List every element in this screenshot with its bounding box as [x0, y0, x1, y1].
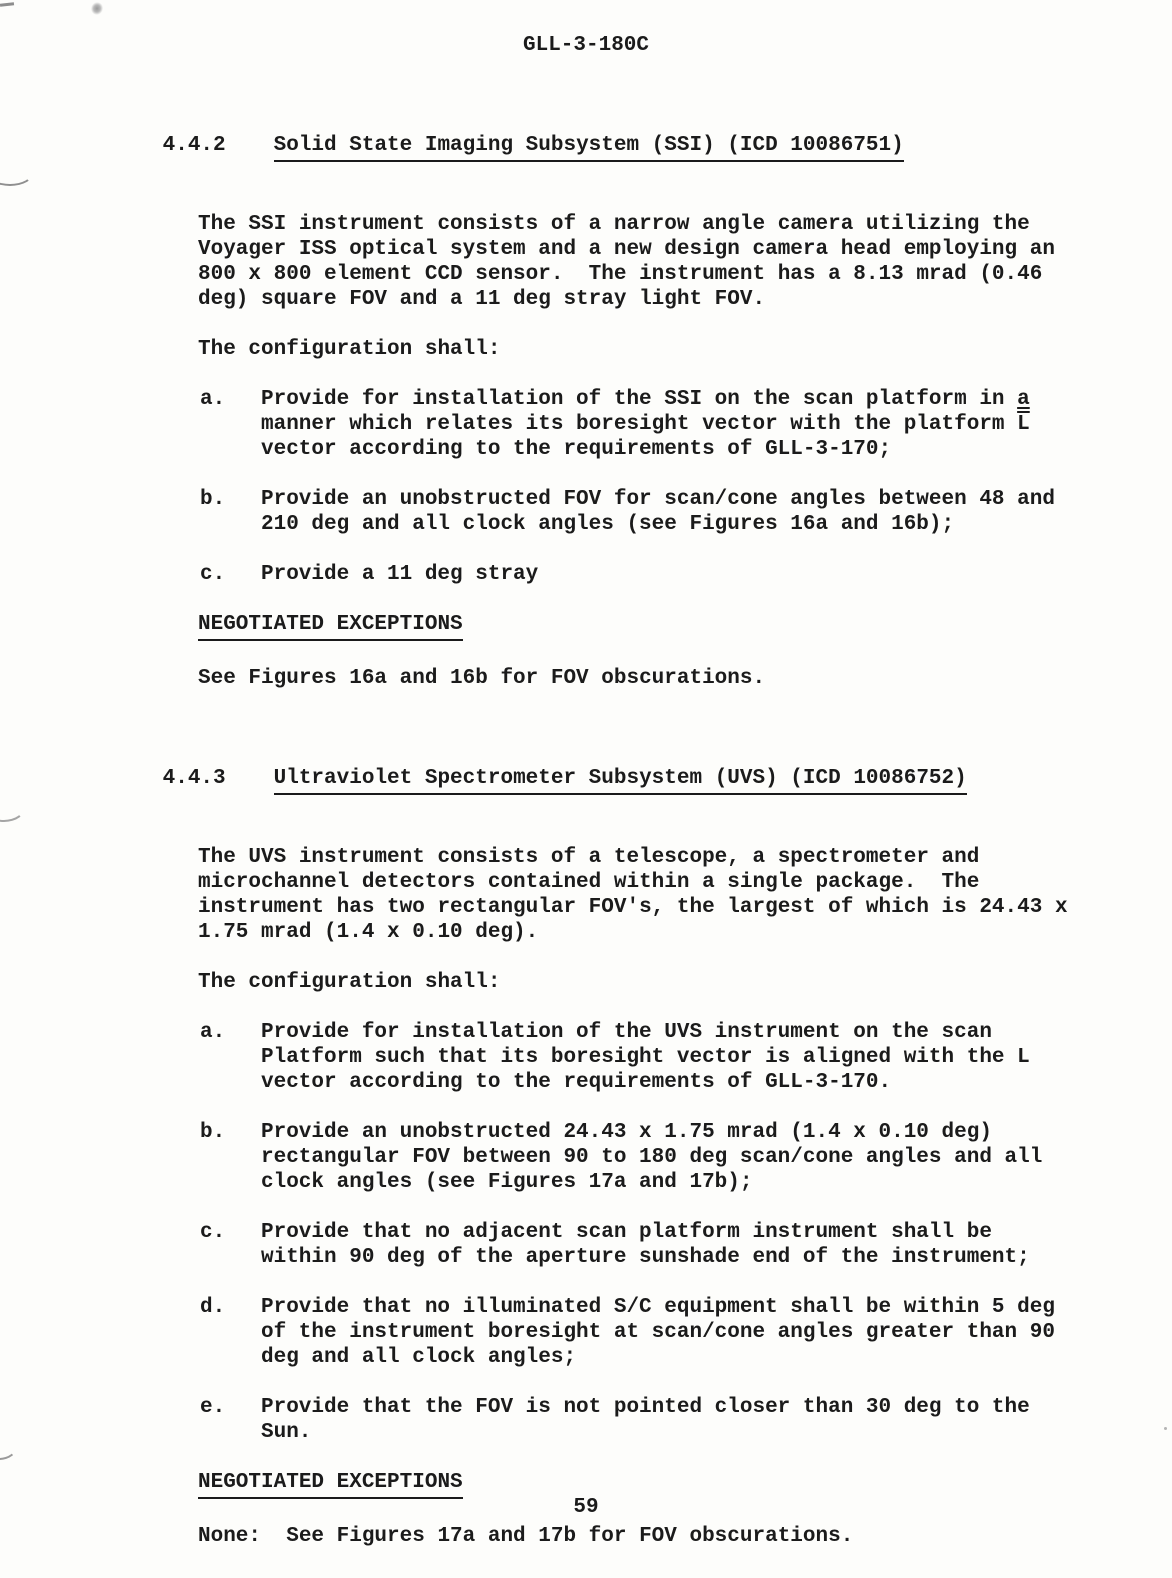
- list-item-text: [261, 562, 1172, 587]
- list-item-text: [261, 1220, 1172, 1270]
- list-marker: b.: [200, 1121, 226, 1144]
- list-item-b: [200, 1120, 1172, 1195]
- list-item-line: Provide that no adjacent scan platform instrument shall be: [261, 1221, 992, 1244]
- section-title: Solid State Imaging Subsystem (SSI) (ICD 10086751): [274, 133, 904, 162]
- list-item-line: vector according to the requirements of GLL-3-170;: [261, 438, 892, 461]
- paragraph-line: Voyager ISS optical system and a new design camera head employing an: [198, 238, 1055, 261]
- list-item-line: Provide an unobstructed 24.43 x 1.75 mrad (1.4 x 0.10 deg): [261, 1121, 992, 1144]
- configuration-label: The configuration shall:: [198, 338, 501, 361]
- list-item-line: [261, 412, 1172, 437]
- list-item-e: [200, 1395, 1172, 1445]
- list-item-d: [200, 1295, 1172, 1370]
- line-text: Provide for installation of the SSI on the scan platform in: [261, 388, 1018, 411]
- list-marker: b.: [200, 488, 226, 511]
- list-item-line: [261, 387, 1172, 412]
- configuration-label: The configuration shall:: [198, 971, 501, 994]
- list-marker: c.: [200, 563, 226, 586]
- list-item-line: Provide that no illuminated S/C equipment shall be within 5 deg: [261, 1296, 1055, 1319]
- list-item-line: Platform such that its boresight vector is aligned with the L: [261, 1046, 1030, 1069]
- section-intro-paragraph: [198, 212, 1172, 312]
- list-marker: a.: [200, 388, 226, 411]
- section-number: 4.4.3: [162, 767, 226, 790]
- paragraph-line: The SSI instrument consists of a narrow angle camera utilizing the: [198, 213, 1030, 236]
- line-text: manner which relates its boresight vector with the platform: [261, 413, 1018, 436]
- section-title: Ultraviolet Spectrometer Subsystem (UVS) (ICD 10086752): [274, 766, 967, 795]
- list-item-line: Sun.: [261, 1421, 312, 1444]
- negotiated-exceptions-block: [0, 587, 1172, 641]
- list-item-c: [200, 562, 1172, 587]
- list-item-line: Provide a 11 deg stray: [261, 563, 539, 586]
- list-item-text: [261, 1295, 1172, 1370]
- list-item-text: [261, 1020, 1172, 1095]
- list-item-line: deg and all clock angles;: [261, 1346, 577, 1369]
- list-item-a: [200, 387, 1172, 462]
- list-item-text: [261, 487, 1172, 537]
- section-number: 4.4.2: [162, 134, 226, 157]
- section-4-4-3: [0, 741, 1172, 1549]
- paragraph-line: 800 x 800 element CCD sensor. The instrument has a 8.13 mrad (0.46: [198, 263, 1043, 286]
- page-number: 59: [573, 1496, 599, 1519]
- list-marker: d.: [200, 1296, 226, 1319]
- paragraph-line: The UVS instrument consists of a telescope, a spectrometer and: [198, 846, 980, 869]
- underlined-vector-a: a: [1017, 388, 1030, 411]
- paragraph-line: microchannel detectors contained within a single package. The: [198, 871, 980, 894]
- paragraph-line: instrument has two rectangular FOV's, the largest of which is 24.43 x: [198, 896, 1068, 919]
- negotiated-exceptions-heading: NEGOTIATED EXCEPTIONS: [198, 1470, 463, 1499]
- section-heading: [87, 108, 1172, 187]
- negotiated-exceptions-block: [0, 1445, 1172, 1499]
- list-item-line: Provide an unobstructed FOV for scan/cone angles between 48 and: [261, 488, 1055, 511]
- list-item-a: [200, 1020, 1172, 1095]
- list-item-line: clock angles (see Figures 17a and 17b);: [261, 1171, 753, 1194]
- paragraph-line: deg) square FOV and a 11 deg stray light FOV.: [198, 288, 766, 311]
- list-marker: e.: [200, 1396, 226, 1419]
- negotiated-exceptions-heading: NEGOTIATED EXCEPTIONS: [198, 612, 463, 641]
- list-item-b: [200, 487, 1172, 537]
- exceptions-note: None: See Figures 17a and 17b for FOV obscurations.: [198, 1525, 854, 1548]
- section-4-4-2: [0, 108, 1172, 691]
- list-marker: a.: [200, 1021, 226, 1044]
- list-item-line: of the instrument boresight at scan/cone angles greater than 90: [261, 1321, 1055, 1344]
- list-item-line: rectangular FOV between 90 to 180 deg scan/cone angles and all: [261, 1146, 1043, 1169]
- list-item-line: vector according to the requirements of GLL-3-170.: [261, 1071, 892, 1094]
- section-heading: [87, 741, 1172, 820]
- list-item-text: [261, 1120, 1172, 1195]
- list-item-text: [261, 387, 1172, 462]
- list-item-line: Provide that the FOV is not pointed closer than 30 deg to the: [261, 1396, 1030, 1419]
- list-item-line: within 90 deg of the aperture sunshade end of the instrument;: [261, 1246, 1030, 1269]
- overlined-vector-L: $\overline{L}$: [1017, 413, 1030, 436]
- list-item-c: [200, 1220, 1172, 1270]
- document-id-header: GLL-3-180C: [522, 34, 650, 57]
- list-item-line: Provide for installation of the UVS instrument on the scan: [261, 1021, 992, 1044]
- exceptions-note: See Figures 16a and 16b for FOV obscurations.: [198, 667, 766, 690]
- list-marker: c.: [200, 1221, 226, 1244]
- list-item-text: [261, 1395, 1172, 1445]
- section-intro-paragraph: [198, 845, 1172, 945]
- paragraph-line: 1.75 mrad (1.4 x 0.10 deg).: [198, 921, 539, 944]
- list-item-line: 210 deg and all clock angles (see Figures 16a and 16b);: [261, 513, 955, 536]
